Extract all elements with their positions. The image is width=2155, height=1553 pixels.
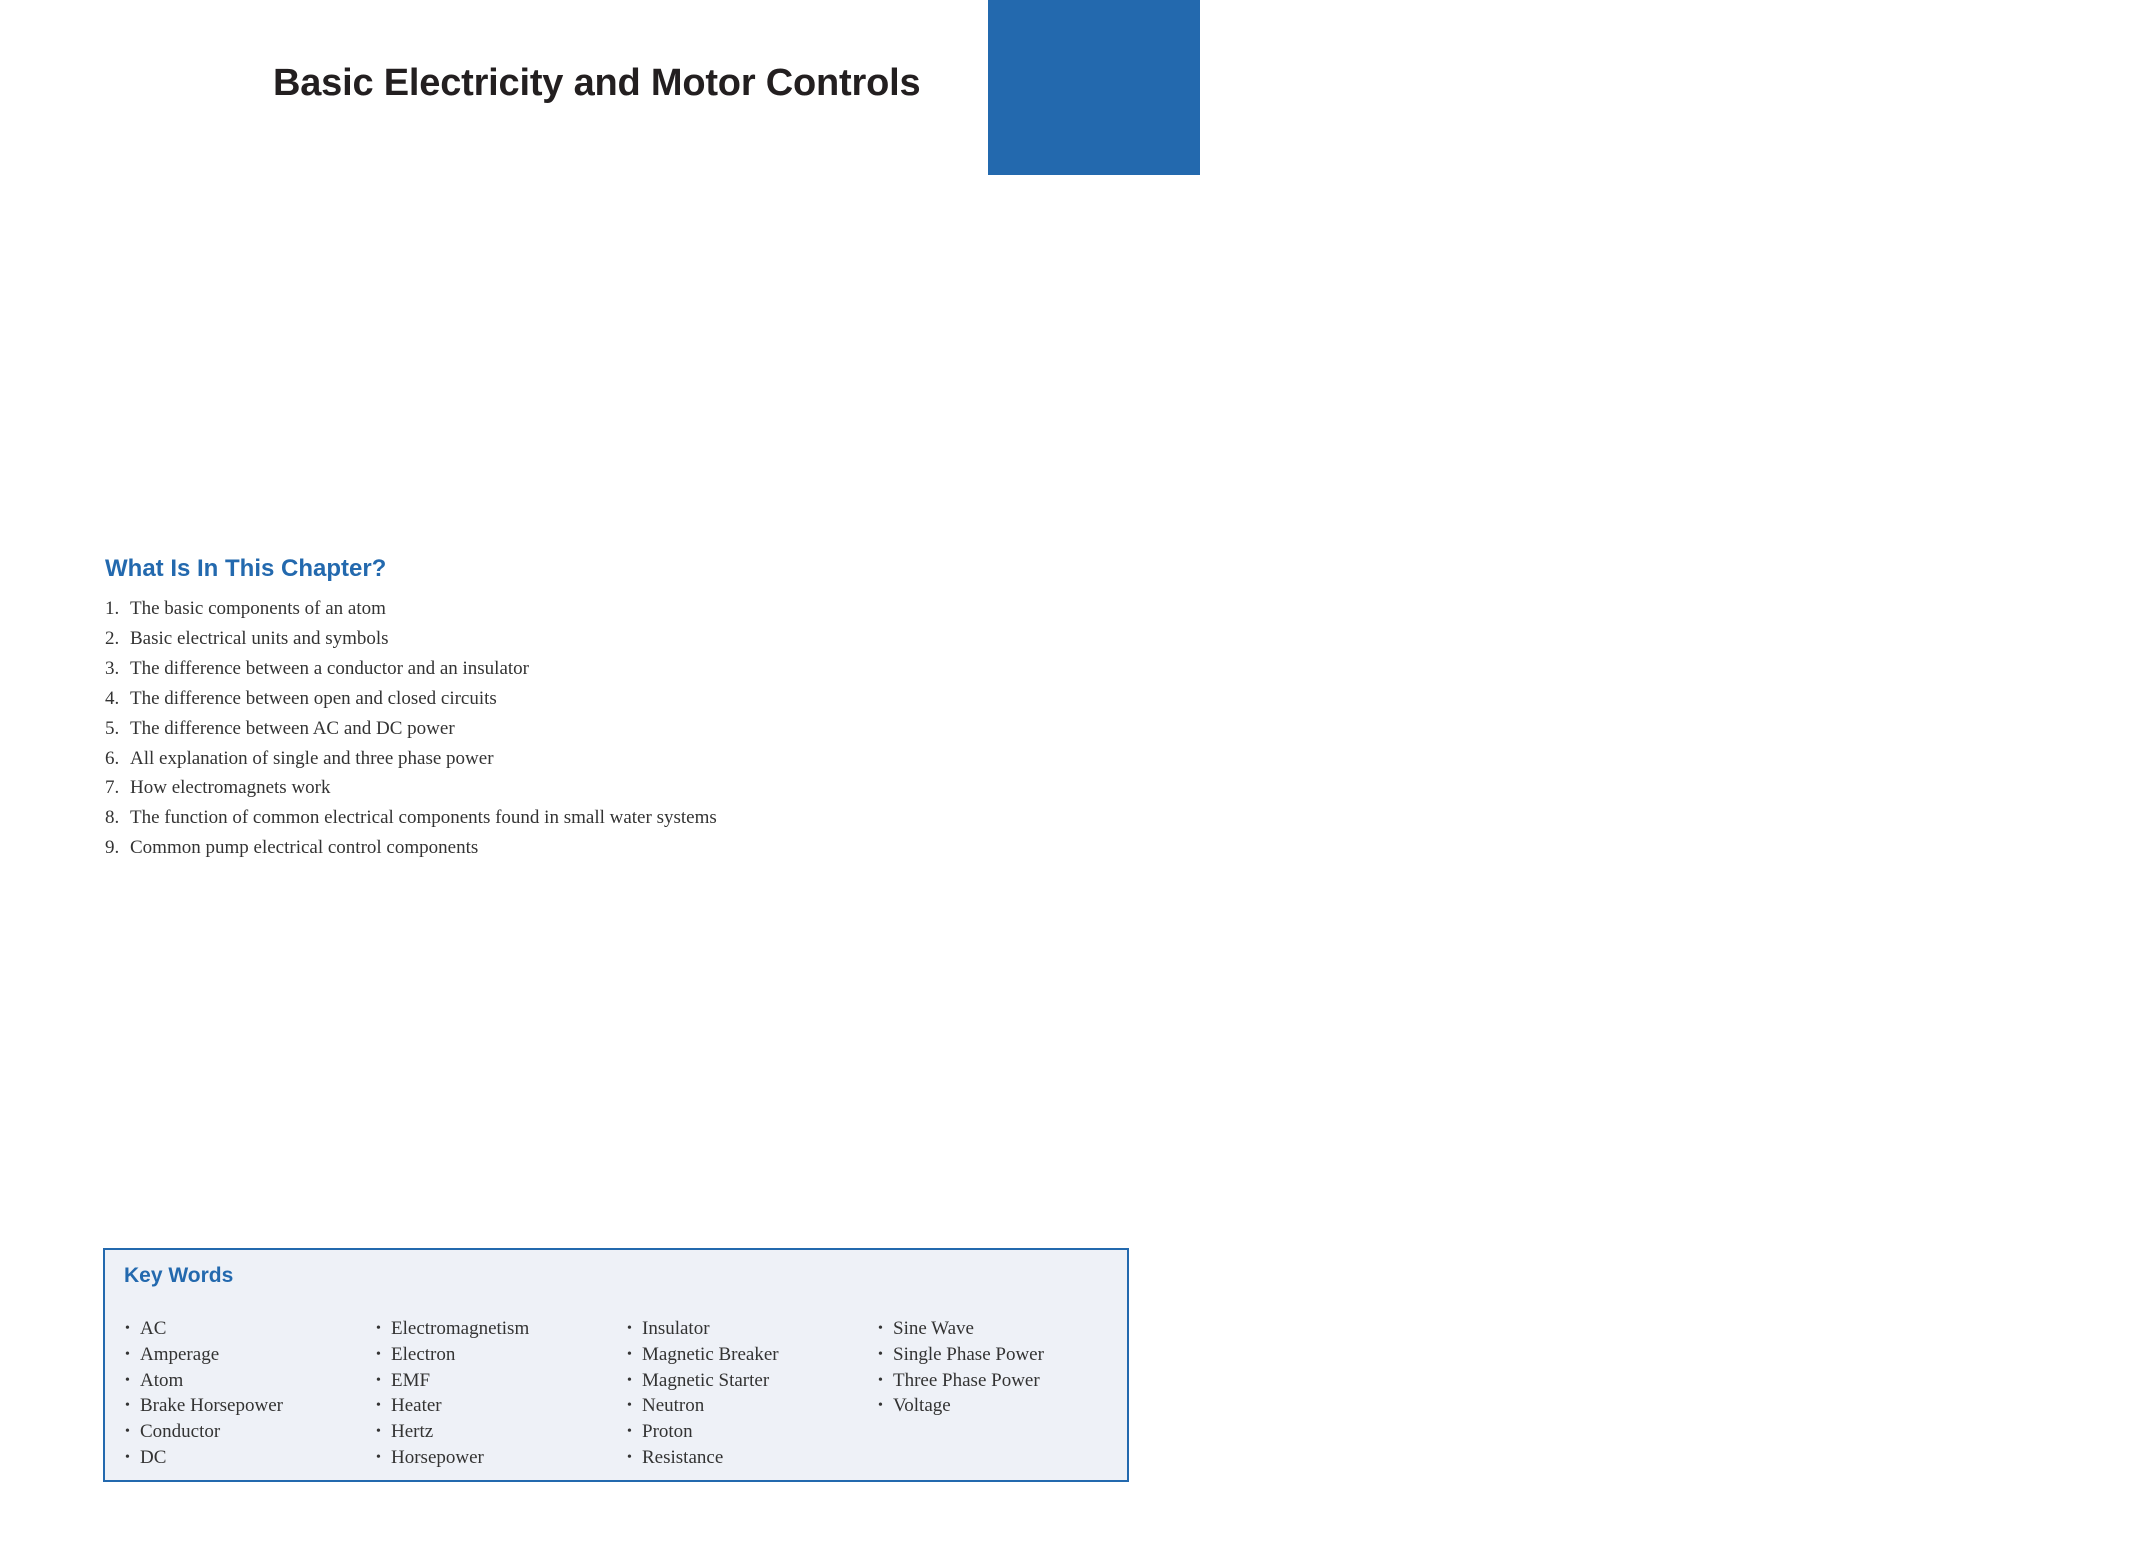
list-item-number: 7. <box>105 777 120 799</box>
list-item <box>105 624 717 654</box>
key-word-item <box>627 1316 779 1342</box>
chapter-contents-heading: What Is In This Chapter? <box>105 555 387 582</box>
list-item <box>105 744 717 774</box>
key-word-item <box>878 1342 1044 1368</box>
list-item <box>105 654 717 684</box>
bullet-icon: • <box>125 1449 130 1465</box>
key-word-text: Single Phase Power <box>893 1343 1044 1365</box>
bullet-icon: • <box>376 1424 381 1440</box>
list-item-number: 1. <box>105 598 120 619</box>
bullet-icon: • <box>376 1449 381 1465</box>
key-word-text: Amperage <box>140 1343 220 1365</box>
key-word-text: Voltage <box>893 1395 951 1417</box>
key-word-item <box>878 1316 1044 1342</box>
list-item-text: The function of common electrical components found in small water systems <box>130 807 717 829</box>
key-word-item <box>376 1368 529 1394</box>
key-word-text: Neutron <box>642 1395 705 1417</box>
bullet-icon: • <box>878 1372 883 1388</box>
list-item-text: Common pump electrical control components <box>130 837 479 859</box>
key-words-column <box>376 1316 529 1471</box>
list-item-number: 8. <box>105 807 120 829</box>
chapter-contents-list <box>105 594 717 863</box>
bullet-icon: • <box>878 1398 883 1414</box>
key-word-item <box>878 1368 1044 1394</box>
key-word-item <box>376 1316 529 1342</box>
list-item-number: 9. <box>105 837 120 859</box>
key-word-item <box>376 1445 529 1471</box>
bullet-icon: • <box>627 1321 632 1336</box>
bullet-icon: • <box>125 1346 130 1362</box>
list-item <box>105 684 717 714</box>
bullet-icon: • <box>125 1321 130 1336</box>
key-word-text: Resistance <box>642 1446 724 1468</box>
key-word-text: EMF <box>391 1369 431 1391</box>
key-word-text: Magnetic Breaker <box>642 1343 779 1365</box>
bullet-icon: • <box>376 1321 381 1336</box>
list-item <box>105 833 717 863</box>
key-word-text: Sine Wave <box>893 1318 974 1339</box>
chapter-label: Chapter 7 <box>2012 62 2155 97</box>
key-word-text: Insulator <box>642 1318 710 1339</box>
list-item-text: Basic electrical units and symbols <box>130 627 389 649</box>
bullet-icon: • <box>627 1424 632 1440</box>
list-item-text: The basic components of an atom <box>130 598 386 619</box>
page-title: Basic Electricity and Motor Controls <box>273 62 921 104</box>
key-word-item <box>627 1368 779 1394</box>
key-word-text: Three Phase Power <box>893 1369 1040 1391</box>
list-item <box>105 714 717 744</box>
bullet-icon: • <box>125 1424 130 1440</box>
key-word-item <box>627 1419 779 1445</box>
bullet-icon: • <box>627 1372 632 1388</box>
key-word-item <box>125 1419 283 1445</box>
key-word-item <box>125 1342 283 1368</box>
bullet-icon: • <box>627 1449 632 1465</box>
key-words-column <box>878 1316 1044 1419</box>
chapter-tab <box>988 0 2155 175</box>
key-word-text: Atom <box>140 1369 184 1391</box>
list-item-text: The difference between a conductor and an insulator <box>130 657 529 679</box>
key-word-item <box>878 1393 1044 1419</box>
list-item-number: 4. <box>105 687 120 709</box>
key-word-text: Heater <box>391 1395 442 1417</box>
key-word-item <box>627 1342 779 1368</box>
key-word-text: Electron <box>391 1343 456 1365</box>
key-word-item <box>376 1393 529 1419</box>
key-word-item <box>376 1419 529 1445</box>
bullet-icon: • <box>878 1346 883 1362</box>
list-item-text: How electromagnets work <box>130 777 331 799</box>
list-item-number: 6. <box>105 747 120 769</box>
bullet-icon: • <box>878 1321 883 1336</box>
key-word-text: Horsepower <box>391 1446 484 1468</box>
list-item-number: 5. <box>105 717 120 739</box>
list-item <box>105 594 717 624</box>
bullet-icon: • <box>125 1372 130 1388</box>
key-word-text: Hertz <box>391 1421 434 1443</box>
key-word-text: Magnetic Starter <box>642 1369 770 1391</box>
bullet-icon: • <box>627 1398 632 1414</box>
key-words-box <box>103 1248 1129 1482</box>
key-word-text: AC <box>140 1318 167 1339</box>
key-word-text: DC <box>140 1446 167 1468</box>
key-word-text: Brake Horsepower <box>140 1395 283 1417</box>
key-word-item <box>125 1368 283 1394</box>
list-item-text: The difference between AC and DC power <box>130 717 455 739</box>
bullet-icon: • <box>627 1346 632 1362</box>
bullet-icon: • <box>376 1372 381 1388</box>
key-word-text: Electromagnetism <box>391 1318 530 1339</box>
bullet-icon: • <box>125 1398 130 1414</box>
bullet-icon: • <box>376 1346 381 1362</box>
list-item-number: 3. <box>105 657 120 679</box>
list-item <box>105 803 717 833</box>
key-word-text: Proton <box>642 1421 693 1443</box>
bullet-icon: • <box>376 1398 381 1414</box>
list-item-text: The difference between open and closed circuits <box>130 687 497 709</box>
key-word-item <box>376 1342 529 1368</box>
key-word-item <box>627 1393 779 1419</box>
key-word-item <box>125 1316 283 1342</box>
list-item-number: 2. <box>105 627 120 649</box>
list-item <box>105 773 717 803</box>
key-word-item <box>627 1445 779 1471</box>
key-word-item <box>125 1393 283 1419</box>
key-words-column <box>627 1316 779 1471</box>
key-words-column <box>125 1316 283 1471</box>
key-word-text: Conductor <box>140 1421 221 1443</box>
list-item-text: All explanation of single and three phase power <box>130 747 494 769</box>
key-words-heading: Key Words <box>124 1264 234 1287</box>
key-word-item <box>125 1445 283 1471</box>
